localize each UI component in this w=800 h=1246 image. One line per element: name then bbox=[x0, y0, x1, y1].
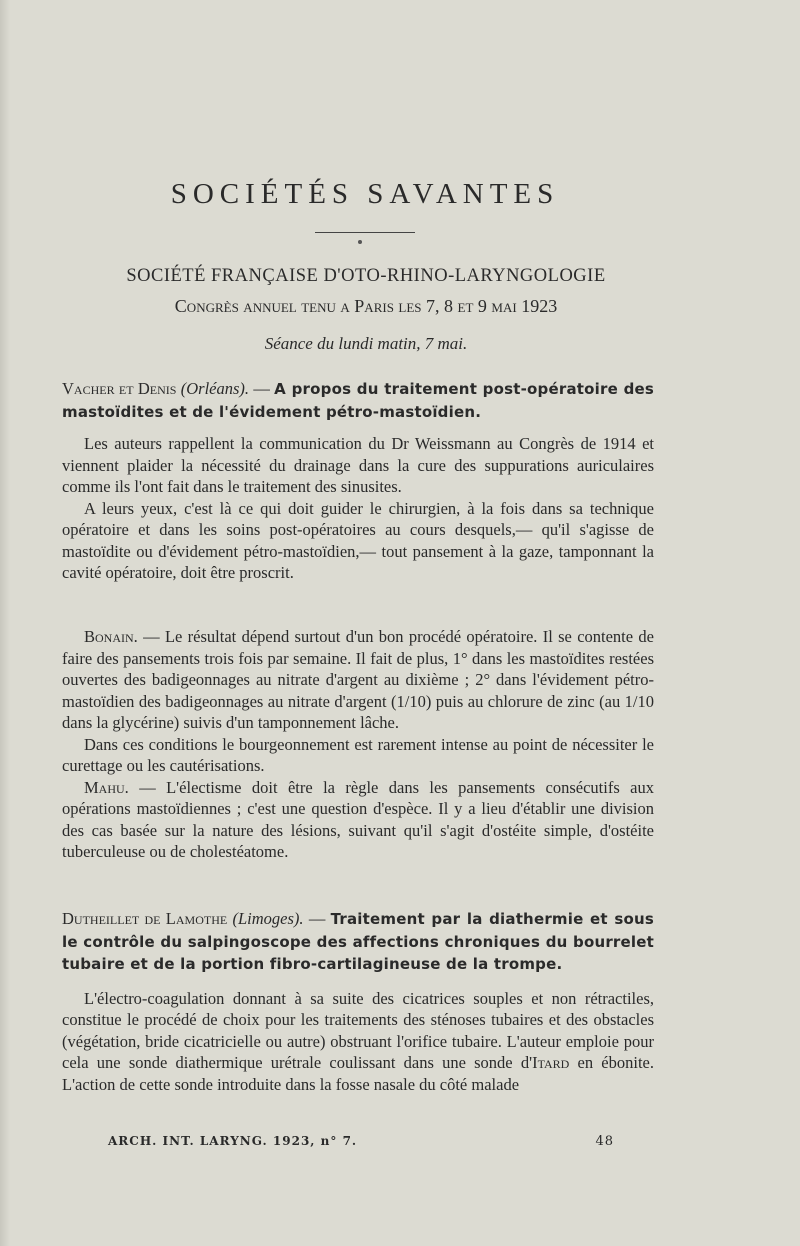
journal-reference: ARCH. INT. LARYNG. 1923, n° 7. bbox=[108, 1134, 358, 1148]
bonain-text: — Le résultat dépend surtout d'un bon procédé opératoire. Il se contente de faire des pansements trois fois par semaine. Il fait de plus, 1° dans les mastoïdites restées ouvertes des badigeonnages au nitrate d'argent au dixième ; 2° dans l'évidement pétro-mastoïdien des badigeonnages au nitrate d'argent (1/10) puis au chlorure de zinc (au 1/10 dans la glycérine) suivis d'un tamponnement lâche. bbox=[62, 627, 654, 732]
article-2-place: (Limoges). bbox=[232, 909, 304, 928]
page-footer bbox=[108, 1134, 614, 1148]
article-2-paragraph-1 bbox=[62, 988, 654, 1096]
article-1 bbox=[62, 378, 654, 584]
title-rule bbox=[315, 232, 415, 233]
article-2-title: Traitement par la diathermie et sous le contrôle du salpingoscope des affections chroniques du bourrelet tubaire et de la portion fibro-cartilagineuse de la trompe. bbox=[62, 910, 654, 973]
itard-name: Itard bbox=[532, 1053, 570, 1072]
article-1-title: A propos du traitement post-opératoire des mastoïdites et de l'évidement pétro-mastoïdien. bbox=[62, 380, 655, 421]
heading-dash: — bbox=[303, 909, 331, 928]
heading-dash: — bbox=[249, 379, 275, 398]
mahu-name: Mahu. bbox=[84, 777, 129, 797]
page-title: SOCIÉTÉS SAVANTES bbox=[170, 178, 560, 210]
article-1-paragraph-2: A leurs yeux, c'est là ce qui doit guider le chirurgien, à la fois dans sa technique opératoire et dans les soins post-opératoires au cours desquels,— qu'il s'agisse de mastoïdite ou d'évidement pétro-mastoïdien,— tout pansement à la gaze, tamponnant la cavité opératoire, doit être proscrit. bbox=[62, 498, 654, 582]
ornament-dot bbox=[358, 240, 362, 244]
mahu-text: — L'électisme doit être la règle dans les pansements consécutifs aux opérations mastoïdiennes ; c'est une question d'espèce. Il y a lieu d'établir une division des cas basée sur la nature des lésions, suivant qu'il s'agit d'ostéite simple, d'ostéite tuberculeuse ou de cholestéatome. bbox=[62, 777, 654, 861]
session-line: Séance du lundi matin, 7 mai. bbox=[264, 334, 468, 353]
mahu-comment bbox=[62, 777, 654, 863]
article-2-heading bbox=[62, 908, 654, 976]
article-1-heading bbox=[62, 378, 654, 423]
page-number: 48 bbox=[595, 1134, 614, 1149]
discussion bbox=[62, 626, 654, 863]
bonain-comment-2: Dans ces conditions le bourgeonnement est rarement intense au point de nécessiter le curettage ou les cautérisations. bbox=[62, 734, 654, 775]
article-1-place: (Orléans). bbox=[180, 379, 250, 398]
congress-line: Congrès annuel tenu a Paris les 7, 8 et 9 mai 1923 bbox=[174, 296, 558, 316]
article-1-authors: Vacher et Denis bbox=[62, 379, 177, 398]
article-2-text-a: L'électro-coagulation donnant à sa suite des cicatrices souples et non rétractiles, constitue le procédé de choix pour les traitements des sténoses tubaires et des obstacles (végétation, bride cicatricielle ou autre) obstruant l'orifice tubaire. L'auteur emploie pour cela une sonde diathermique urétrale coulissant dans une sonde d' bbox=[62, 988, 654, 1072]
society-name: SOCIÉTÉ FRANÇAISE D'OTO-RHINO-LARYNGOLOGIE bbox=[126, 266, 606, 286]
article-1-paragraph-1: Les auteurs rappellent la communication du Dr Weissmann au Congrès de 1914 et viennent plaider la nécessité du drainage dans la cure des suppurations auriculaires comme ils l'ont fait dans le traitement des sinusites. bbox=[62, 434, 654, 496]
bonain-comment bbox=[62, 626, 654, 734]
article-2-text-b: en ébonite. L'action de cette sonde introduite dans la fosse nasale du côté malade bbox=[62, 1053, 654, 1094]
bonain-name: Bonain. bbox=[84, 627, 138, 646]
article-2 bbox=[62, 908, 654, 1095]
article-2-authors: Dutheillet de Lamothe bbox=[62, 909, 228, 928]
